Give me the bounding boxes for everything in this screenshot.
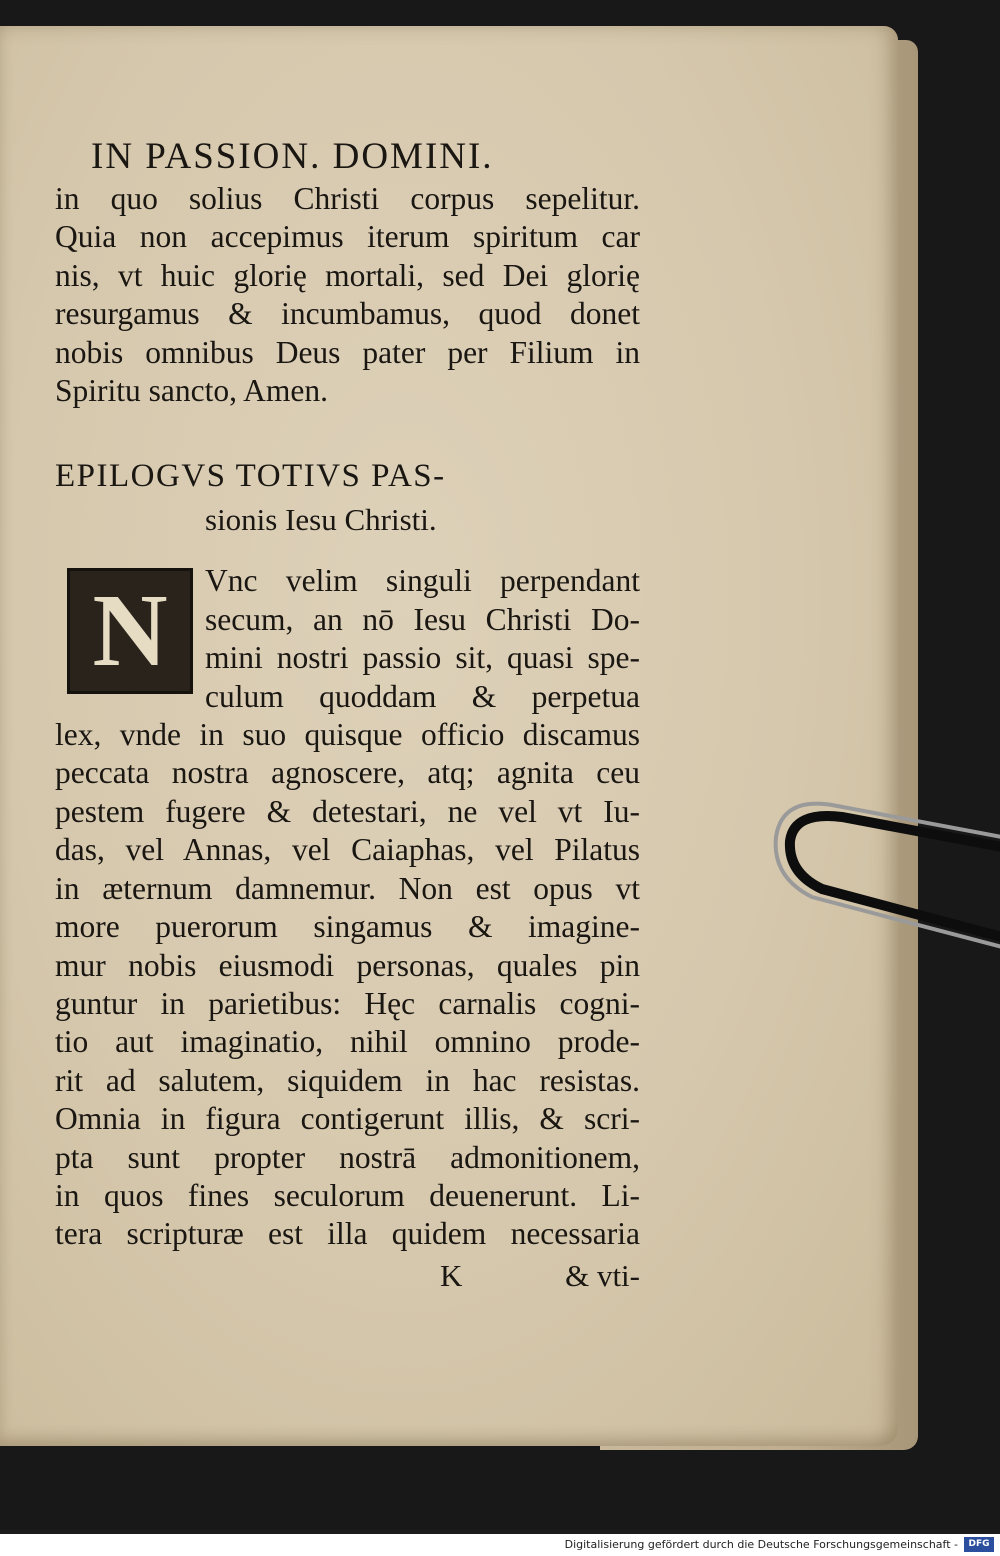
dfg-logo: DFG [964,1537,994,1552]
text-line: pta sunt propter nostrā admonitionem, [55,1139,640,1175]
footer-bar [0,1534,1000,1556]
text-line: nobis omnibus Deus pater per Filium in [55,334,640,370]
text-line: Omnia in figura contigerunt illis, & scri- [55,1101,640,1137]
text-line: pestem fugere & detestari, ne vel vt Iu- [55,793,640,829]
page-clip-icon [772,797,1000,967]
section-heading: EPILOGVS TOTIVS PAS- [55,458,446,495]
text-line: culum quoddam & perpetua [205,678,640,714]
body-paragraph [55,562,640,1253]
text-line: mini nostri passio sit, quasi spe- [205,640,640,676]
signature-line [55,1256,640,1296]
text-line: rit ad salutem, siquidem in hac resistas. [55,1062,640,1098]
section-heading-continued: sionis Iesu Christi. [205,502,437,538]
text-line: secum, an nō Iesu Christi Do- [205,601,640,637]
text-line: guntur in parietibus: Hęc carnalis cogni- [55,985,640,1021]
text-line: more puerorum singamus & imagine- [55,909,640,945]
text-line: das, vel Annas, vel Caiaphas, vel Pilatus [55,832,640,868]
catchword: & vti- [565,1257,640,1293]
text-line: tio aut imaginatio, nihil omnino prode- [55,1024,640,1060]
text-line: Vnc velim singuli perpendant [205,563,640,599]
initial-letter: N [92,573,168,689]
text-line: in æternum damnemur. Non est opus vt [55,870,640,906]
footer-credit: Digitalisierung gefördert durch die Deutsche Forschungsgemeinschaft - [564,1538,958,1551]
text-line: lex, vnde in suo quisque officio discamus [55,717,640,753]
text-line: peccata nostra agnoscere, atq; agnita ceu [55,755,640,791]
text-block [55,134,640,1296]
book-page [0,26,898,1446]
text-line: in quos fines seculorum deuenerunt. Li- [55,1177,640,1213]
text-line: in quo solius Christi corpus sepelitur. [55,181,640,216]
text-line: Quia non accepimus iterum spiritum car [55,219,640,255]
text-line: Spiritu sancto, Amen. [55,373,328,409]
text-line: tera scripturæ est illa quidem necessaria [55,1216,640,1252]
top-paragraph [55,180,640,410]
decorated-initial [67,568,193,694]
signature-mark: K [440,1257,463,1293]
text-line: nis, vt huic glorię mortali, sed Dei glorię [55,257,640,293]
running-head: IN PASSION. DOMINI. [91,136,494,177]
text-line: resurgamus & incumbamus, quod donet [55,296,640,332]
text-line: mur nobis eiusmodi personas, quales pin [55,947,640,983]
